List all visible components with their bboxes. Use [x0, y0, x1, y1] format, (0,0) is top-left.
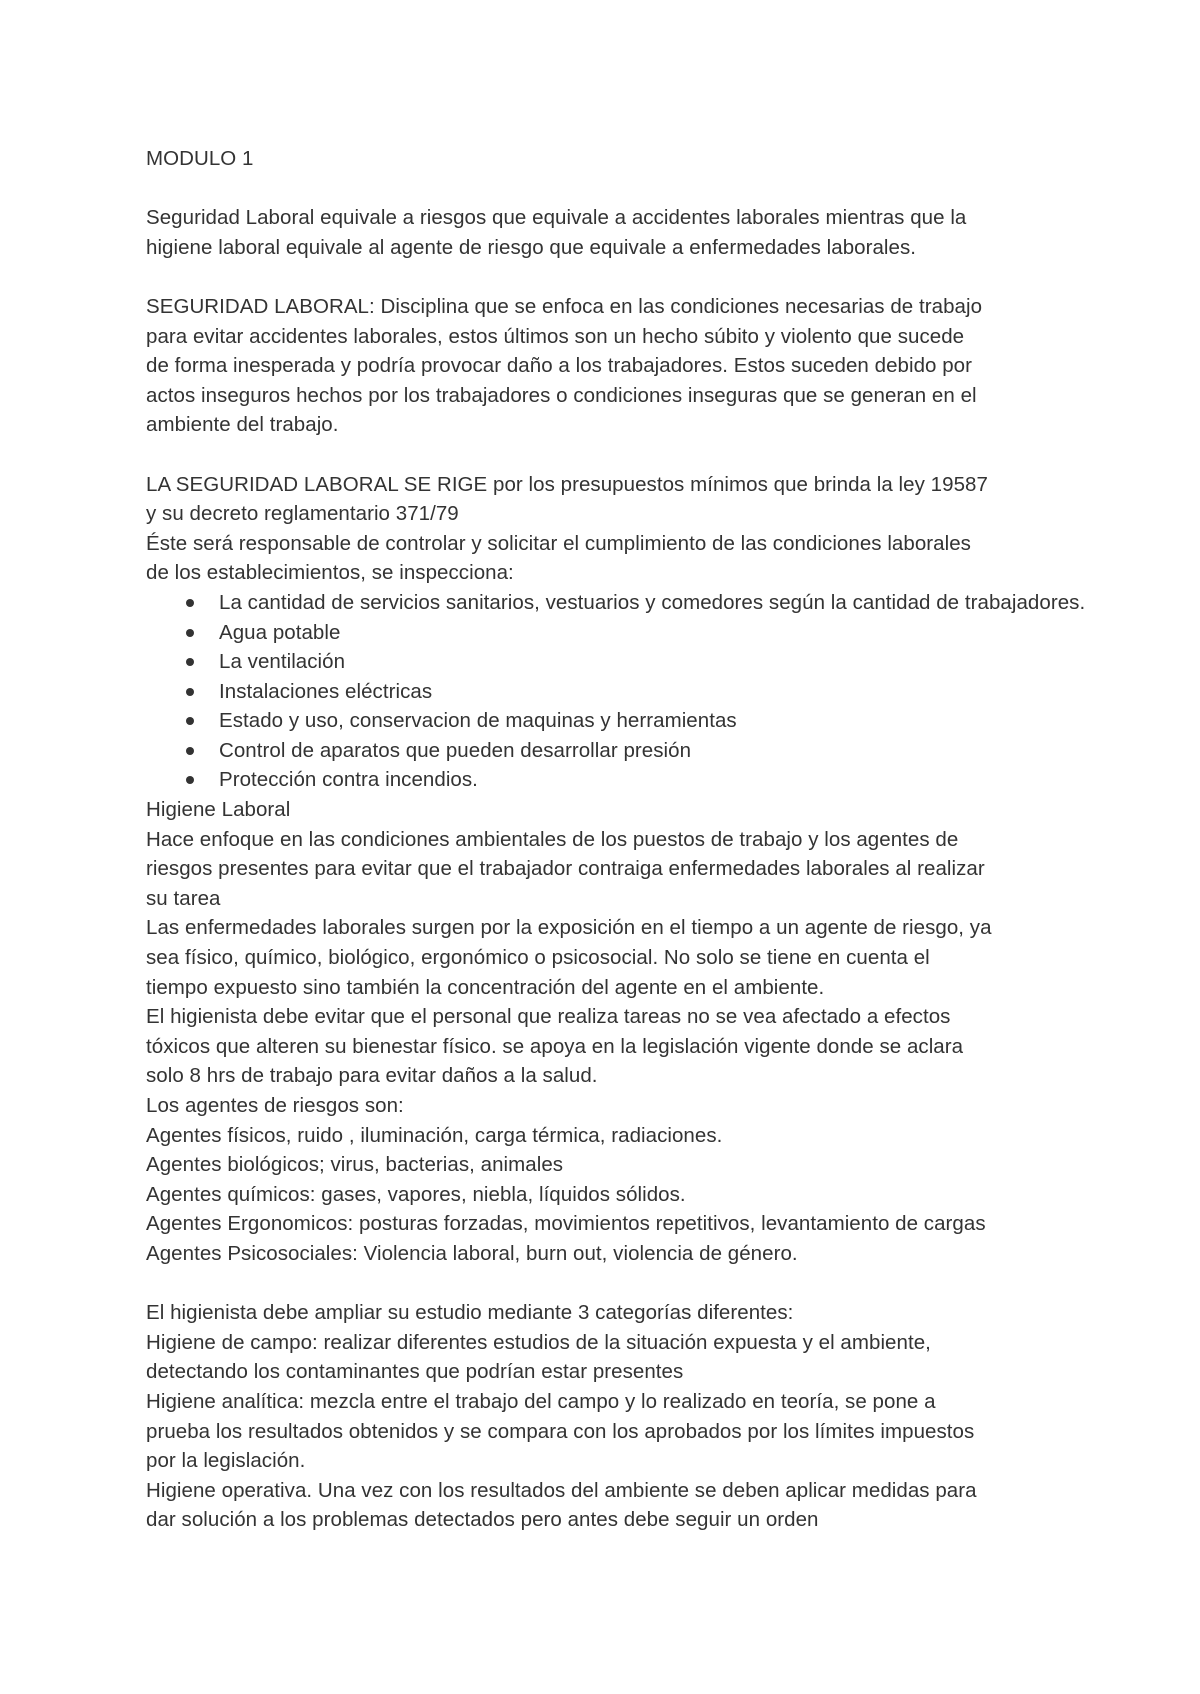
text-line: sea físico, químico, biológico, ergonómico o psicosocial. No solo se tiene en cuenta el — [146, 946, 930, 970]
bullet-icon — [186, 629, 194, 637]
bullet-icon — [186, 658, 194, 666]
text-line: su tarea — [146, 886, 221, 910]
list-item-text: Protección contra incendios. — [219, 768, 478, 792]
bullet-icon — [186, 747, 194, 755]
text-line: SEGURIDAD LABORAL: Disciplina que se enfoca en las condiciones necesarias de trabajo — [146, 294, 983, 318]
list-item-text: La ventilación — [219, 650, 346, 674]
spacer — [146, 1269, 1096, 1299]
list-item — [146, 618, 1096, 648]
text-line: LA SEGURIDAD LABORAL SE RIGE por los presupuestos mínimos que brinda la ley 19587 — [146, 472, 988, 496]
seguridad-paragraph — [146, 292, 1096, 440]
list-item-text: Estado y uso, conservacion de maquinas y herramientas — [219, 709, 737, 733]
higiene-section — [146, 795, 1096, 1269]
list-item-text: Control de aparatos que pueden desarrollar presión — [219, 738, 692, 762]
text-line: de los establecimientos, se inspecciona: — [146, 561, 514, 585]
bullet-icon — [186, 717, 194, 725]
document-body — [146, 144, 1096, 1535]
text-line: por la legislación. — [146, 1449, 306, 1473]
module-title: MODULO 1 — [146, 147, 254, 170]
text-line: prueba los resultados obtenidos y se compara con los aprobados por los límites impuestos — [146, 1419, 975, 1443]
text-line: solo 8 hrs de trabajo para evitar daños a la salud. — [146, 1064, 598, 1088]
list-item-text: Instalaciones eléctricas — [219, 679, 433, 703]
bullet-icon — [186, 688, 194, 696]
text-line: actos inseguros hechos por los trabajadores o condiciones inseguras que se generan en el — [146, 383, 977, 407]
text-line: Higiene de campo: realizar diferentes estudios de la situación expuesta y el ambiente, — [146, 1330, 931, 1354]
text-line: Las enfermedades laborales surgen por la exposición en el tiempo a un agente de riesgo, ya — [146, 916, 992, 940]
list-item-text: La cantidad de servicios sanitarios, vestuarios y comedores según la cantidad de trabajadores. — [219, 590, 1086, 614]
bullet-icon — [186, 776, 194, 784]
text-line: Higiene operativa. Una vez con los resultados del ambiente se deben aplicar medidas para — [146, 1478, 977, 1502]
bullet-icon — [186, 599, 194, 607]
text-line: El higienista debe ampliar su estudio mediante 3 categorías diferentes: — [146, 1301, 794, 1325]
text-line: tóxicos que alteren su bienestar físico. se apoya en la legislación vigente donde se aclara — [146, 1034, 964, 1058]
text-line: para evitar accidentes laborales, estos últimos son un hecho súbito y violento que sucede — [146, 324, 965, 348]
text-line: tiempo expuesto sino también la concentración del agente en el ambiente. — [146, 975, 825, 999]
text-line: Agentes químicos: gases, vapores, niebla, líquidos sólidos. — [146, 1182, 686, 1206]
text-line: de forma inesperada y podría provocar daño a los trabajadores. Estos suceden debido por — [146, 354, 973, 378]
categorias-section — [146, 1298, 1096, 1535]
text-line: Éste será responsable de controlar y solicitar el cumplimiento de las condiciones laborales — [146, 531, 971, 555]
text-line: dar solución a los problemas detectados pero antes debe seguir un orden — [146, 1508, 819, 1532]
text-line: Agentes Psicosociales: Violencia laboral, burn out, violencia de género. — [146, 1241, 798, 1265]
intro-paragraph — [146, 203, 1096, 262]
text-line: El higienista debe evitar que el personal que realiza tareas no se vea afectado a efectos — [146, 1005, 951, 1029]
text-line: Higiene analítica: mezcla entre el trabajo del campo y lo realizado en teoría, se pone a — [146, 1389, 936, 1413]
text-line: riesgos presentes para evitar que el trabajador contraiga enfermedades laborales al realizar — [146, 857, 985, 881]
list-item — [146, 765, 1096, 795]
text-line: ambiente del trabajo. — [146, 413, 339, 437]
text-line: Agentes Ergonomicos: posturas forzadas, movimientos repetitivos, levantamiento de cargas — [146, 1212, 986, 1236]
text-line: Agentes biológicos; virus, bacterias, animales — [146, 1153, 564, 1177]
list-item — [146, 588, 1096, 618]
list-item — [146, 706, 1096, 736]
text-line: Seguridad Laboral equivale a riesgos que equivale a accidentes laborales mientras que la — [146, 206, 967, 230]
list-item-text: Agua potable — [219, 620, 341, 644]
spacer — [146, 174, 1096, 204]
list-item — [146, 736, 1096, 766]
text-line: y su decreto reglamentario 371/79 — [146, 502, 459, 526]
section-heading: Higiene Laboral — [146, 798, 291, 822]
spacer — [146, 262, 1096, 292]
text-line: detectando los contaminantes que podrían estar presentes — [146, 1360, 684, 1384]
list-item — [146, 647, 1096, 677]
text-line: Agentes físicos, ruido , iluminación, carga térmica, radiaciones. — [146, 1123, 723, 1147]
text-line: Los agentes de riesgos son: — [146, 1094, 404, 1117]
text-line: Hace enfoque en las condiciones ambientales de los puestos de trabajo y los agentes de — [146, 827, 959, 851]
inspection-list — [146, 588, 1096, 795]
spacer — [146, 440, 1096, 470]
list-item — [146, 677, 1096, 707]
rige-paragraph — [146, 470, 1096, 588]
text-line: higiene laboral equivale al agente de riesgo que equivale a enfermedades laborales. — [146, 235, 917, 259]
